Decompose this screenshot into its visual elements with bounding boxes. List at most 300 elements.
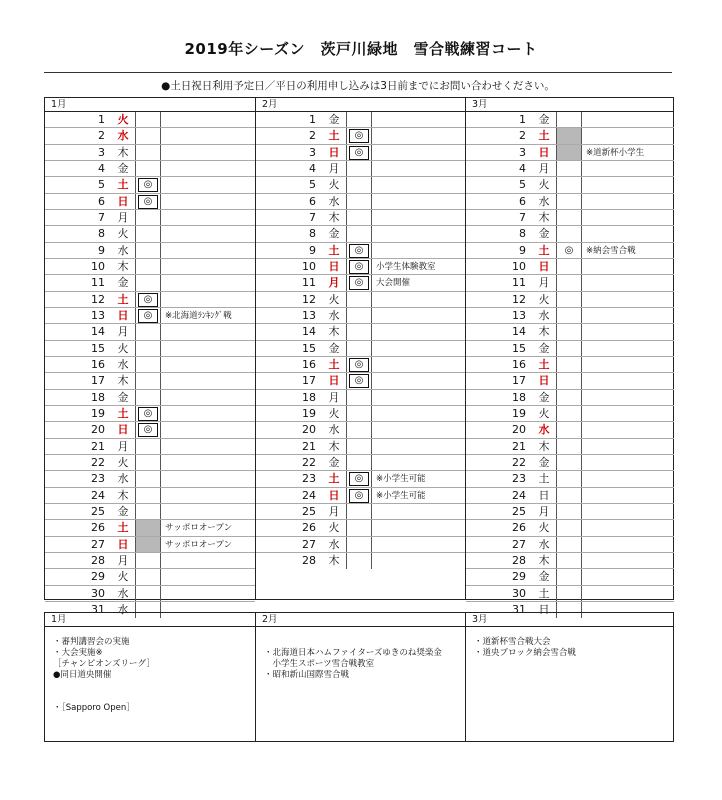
reservation-cell	[135, 455, 161, 470]
reservation-mark: ◎	[138, 178, 158, 192]
event-item: 小学生スポーツ雪合戦教室	[264, 659, 375, 669]
calendar-day-row	[466, 226, 674, 242]
day-number: 6	[309, 194, 316, 208]
calendar-day-row	[256, 422, 466, 438]
weekday-label: 金	[538, 113, 550, 126]
event-item	[53, 681, 255, 692]
weekday-label: 金	[538, 570, 550, 584]
day-number: 28	[512, 553, 526, 567]
weekday-label: 水	[117, 129, 129, 143]
month-header: 2月	[256, 98, 466, 112]
event-item: ・道央ブロック納会雪合戦	[474, 648, 576, 658]
calendar-day-row	[45, 537, 255, 553]
reservation-cell	[556, 194, 582, 209]
day-number: 19	[512, 406, 526, 420]
weekday-label: 日	[538, 488, 550, 502]
reservation-mark: ◎	[138, 309, 158, 323]
events-list	[256, 627, 466, 681]
weekday-label: 土	[328, 357, 340, 371]
day-number: 25	[302, 504, 316, 518]
day-number: 5	[519, 178, 526, 192]
calendar-day-row	[45, 373, 255, 389]
reservation-cell	[135, 243, 161, 258]
reservation-cell	[346, 471, 372, 486]
weekday-label: 月	[328, 276, 340, 290]
calendar-day-row	[466, 177, 674, 193]
weekday-label: 木	[328, 553, 340, 567]
calendar-day-row	[466, 161, 674, 177]
day-number: 4	[98, 161, 105, 175]
reservation-cell	[135, 341, 161, 356]
reservation-cell	[346, 406, 372, 421]
reservation-cell	[346, 243, 372, 258]
calendar-day-row	[256, 406, 466, 422]
reservation-cell	[556, 324, 582, 339]
reservation-cell	[135, 520, 161, 535]
weekday-label: 月	[117, 325, 129, 339]
day-number: 25	[512, 504, 526, 518]
month-column-mar	[465, 98, 674, 616]
weekday-label: 土	[538, 357, 550, 371]
reservation-cell	[556, 553, 582, 568]
weekday-label: 月	[328, 504, 340, 518]
day-number: 13	[302, 308, 316, 322]
reservation-cell	[346, 341, 372, 356]
reservation-cell	[556, 520, 582, 535]
day-number: 8	[309, 227, 316, 241]
reservation-cell	[556, 275, 582, 290]
day-number: 5	[309, 178, 316, 192]
calendar-day-row	[256, 520, 466, 536]
weekday-label: 木	[538, 210, 550, 224]
event-item: ［チャンピオンズリーグ］	[53, 659, 155, 669]
weekday-label: 月	[538, 504, 550, 518]
day-number: 18	[302, 390, 316, 404]
weekday-label: 水	[538, 423, 550, 437]
reservation-cell	[135, 275, 161, 290]
reservation-cell	[135, 324, 161, 339]
weekday-label: 土	[328, 243, 340, 257]
weekday-label: 土	[538, 129, 550, 143]
weekday-label: 日	[117, 308, 129, 322]
events-column-mar	[465, 613, 674, 741]
weekday-label: 日	[328, 488, 340, 502]
reservation-cell	[135, 161, 161, 176]
reservation-cell	[556, 537, 582, 552]
reservation-cell	[135, 553, 161, 568]
reservation-cell	[346, 194, 372, 209]
day-number: 24	[512, 488, 526, 502]
events-list	[45, 627, 255, 714]
day-number: 21	[302, 439, 316, 453]
reservation-mark: ◎	[349, 260, 369, 274]
day-number: 19	[302, 406, 316, 420]
reservation-cell	[346, 537, 372, 552]
weekday-label: 水	[117, 472, 129, 486]
reservation-mark: ◎	[349, 489, 369, 503]
reservation-cell	[556, 390, 582, 405]
event-item: ・［Sapporo Open］	[53, 703, 135, 713]
calendar-day-row	[45, 145, 255, 161]
weekday-label: 日	[117, 194, 129, 208]
day-number: 26	[91, 521, 105, 535]
calendar-day-row	[466, 373, 674, 389]
day-number: 7	[519, 210, 526, 224]
weekday-label: 月	[117, 439, 129, 453]
reservation-cell	[346, 390, 372, 405]
reservation-cell	[346, 112, 372, 127]
day-number: 31	[91, 602, 105, 616]
reservation-cell	[556, 177, 582, 192]
reservation-cell	[556, 488, 582, 503]
day-number: 11	[512, 276, 526, 290]
weekday-label: 日	[538, 259, 550, 273]
day-number: 7	[98, 210, 105, 224]
weekday-label: 金	[117, 504, 129, 518]
calendar-day-row	[45, 292, 255, 308]
weekday-label: 日	[328, 259, 340, 273]
weekday-label: 月	[117, 553, 129, 567]
day-number: 17	[512, 374, 526, 388]
day-number: 16	[302, 357, 316, 371]
weekday-label: 火	[117, 113, 129, 126]
calendar-day-row	[466, 390, 674, 406]
calendar-day-row	[256, 504, 466, 520]
calendar-day-row	[256, 259, 466, 275]
weekday-label: 木	[538, 325, 550, 339]
calendar-day-row	[45, 390, 255, 406]
events-list	[466, 627, 674, 659]
day-number: 22	[302, 455, 316, 469]
calendar-day-row	[466, 341, 674, 357]
day-number: 6	[98, 194, 105, 208]
reservation-cell	[556, 373, 582, 388]
day-number: 18	[512, 390, 526, 404]
event-item: ・道新杯雪合戦大会	[474, 637, 551, 647]
day-number: 2	[309, 129, 316, 143]
weekday-label: 火	[538, 521, 550, 535]
reservation-cell	[135, 194, 161, 209]
day-number: 26	[302, 521, 316, 535]
weekday-label: 月	[538, 276, 550, 290]
reservation-cell	[346, 455, 372, 470]
reservation-cell	[135, 537, 161, 552]
calendar-day-row	[466, 292, 674, 308]
day-number: 2	[519, 129, 526, 143]
day-number: 8	[519, 227, 526, 241]
day-number: 17	[302, 374, 316, 388]
reservation-mark: ◎	[349, 374, 369, 388]
weekday-label: 金	[328, 227, 340, 241]
weekday-label: 水	[117, 243, 129, 257]
day-number: 23	[512, 472, 526, 486]
reservation-cell	[556, 422, 582, 437]
calendar-day-row	[466, 357, 674, 373]
day-number: 29	[91, 570, 105, 584]
reservation-cell	[346, 488, 372, 503]
weekday-label: 木	[328, 439, 340, 453]
calendar-day-row	[256, 194, 466, 210]
reservation-cell	[346, 259, 372, 274]
page-title: 2019年シーズン 茨戸川緑地 雪合戦練習コート	[184, 40, 538, 58]
weekday-label: 土	[117, 178, 129, 192]
reservation-cell	[556, 406, 582, 421]
weekday-label: 金	[328, 341, 340, 355]
reservation-cell	[135, 357, 161, 372]
reservation-cell	[346, 145, 372, 160]
calendar-day-row	[256, 553, 466, 569]
event-item: ・昭和新山国際雪合戦	[264, 670, 350, 680]
weekday-label: 水	[328, 423, 340, 437]
day-note: サッポロオープン	[165, 539, 233, 550]
calendar-day-row	[45, 341, 255, 357]
reservation-cell	[346, 357, 372, 372]
reservation-cell	[346, 275, 372, 290]
calendar-day-row	[256, 226, 466, 242]
event-item: ・北海道日本ハムファイターズゆきのね奨楽金	[264, 648, 442, 658]
day-number: 6	[519, 194, 526, 208]
weekday-label: 木	[328, 325, 340, 339]
weekday-label: 土	[538, 243, 550, 257]
usage-notice: ●土日祝日利用予定日／平日の利用申し込みは3日前までにお問い合わせください。	[161, 80, 555, 92]
calendar-day-row	[45, 504, 255, 520]
weekday-label: 金	[328, 455, 340, 469]
reservation-cell	[346, 161, 372, 176]
day-number: 20	[302, 423, 316, 437]
reservation-mark: ◎	[556, 243, 582, 258]
calendar-day-row	[256, 455, 466, 471]
day-number: 15	[512, 341, 526, 355]
reservation-cell	[556, 145, 582, 160]
reservation-cell	[346, 308, 372, 323]
day-number: 14	[512, 325, 526, 339]
calendar-day-row	[256, 537, 466, 553]
reservation-mark: ◎	[138, 423, 158, 437]
reservation-cell	[135, 177, 161, 192]
day-number: 21	[91, 439, 105, 453]
reservation-cell	[556, 259, 582, 274]
day-note: ※小学生可能	[376, 490, 426, 501]
calendar-day-row	[466, 406, 674, 422]
reservation-cell	[556, 226, 582, 241]
weekday-label: 土	[117, 406, 129, 420]
calendar-day-row	[466, 243, 674, 259]
calendar-day-row	[466, 488, 674, 504]
reservation-mark: ◎	[138, 407, 158, 421]
calendar-day-row	[45, 569, 255, 585]
day-number: 23	[91, 472, 105, 486]
weekday-label: 金	[117, 161, 129, 175]
reservation-cell	[135, 504, 161, 519]
day-number: 22	[512, 455, 526, 469]
day-number: 30	[91, 586, 105, 600]
weekday-label: 金	[117, 276, 129, 290]
calendar-day-row	[256, 210, 466, 226]
reservation-cell	[556, 504, 582, 519]
day-note: ※納会雪合戦	[586, 245, 636, 256]
reservation-mark: ◎	[138, 195, 158, 209]
day-number: 11	[302, 276, 316, 290]
reservation-mark: ◎	[349, 358, 369, 372]
weekday-label: 火	[117, 455, 129, 469]
calendar-day-row	[45, 259, 255, 275]
weekday-label: 金	[538, 341, 550, 355]
calendar-day-row	[466, 520, 674, 536]
calendar-day-row	[45, 161, 255, 177]
day-number: 13	[512, 308, 526, 322]
calendar-day-row	[45, 357, 255, 373]
reservation-cell	[346, 292, 372, 307]
weekday-label: 水	[538, 537, 550, 551]
day-number: 3	[309, 145, 316, 159]
day-number: 5	[98, 178, 105, 192]
day-note: ※小学生可能	[376, 474, 426, 485]
day-note: 小学生体験教室	[376, 261, 436, 272]
reservation-cell	[556, 308, 582, 323]
calendar-day-row	[45, 194, 255, 210]
events-column-feb	[255, 613, 466, 741]
calendar-day-row	[45, 112, 255, 128]
weekday-label: 月	[328, 161, 340, 175]
weekday-label: 水	[117, 357, 129, 371]
reservation-cell	[556, 341, 582, 356]
reservation-cell	[135, 259, 161, 274]
calendar-day-row	[466, 194, 674, 210]
weekday-label: 水	[328, 537, 340, 551]
calendar-day-row	[466, 471, 674, 487]
weekday-label: 日	[328, 145, 340, 159]
calendar-grid	[44, 97, 674, 616]
day-number: 4	[519, 161, 526, 175]
month-column-feb	[255, 98, 466, 599]
calendar-day-row	[45, 226, 255, 242]
weekday-label: 日	[538, 374, 550, 388]
weekday-label: 火	[117, 570, 129, 584]
day-number: 14	[91, 325, 105, 339]
weekday-label: 日	[538, 145, 550, 159]
weekday-label: 木	[117, 374, 129, 388]
calendar-day-row	[466, 275, 674, 291]
weekday-label: 日	[117, 423, 129, 437]
calendar-day-row	[256, 177, 466, 193]
day-number: 21	[512, 439, 526, 453]
month-header: 3月	[466, 98, 674, 112]
reservation-cell	[135, 226, 161, 241]
calendar-day-row	[466, 553, 674, 569]
calendar-day-row	[45, 586, 255, 602]
weekday-label: 水	[117, 602, 129, 616]
calendar-day-row	[256, 308, 466, 324]
day-number: 15	[302, 341, 316, 355]
weekday-label: 火	[117, 227, 129, 241]
weekday-label: 木	[117, 488, 129, 502]
day-number: 25	[91, 504, 105, 518]
day-number: 27	[512, 537, 526, 551]
calendar-day-row	[466, 569, 674, 585]
calendar-day-row	[256, 373, 466, 389]
calendar-day-row	[45, 471, 255, 487]
calendar-day-row	[466, 439, 674, 455]
calendar-day-row	[45, 177, 255, 193]
reservation-mark: ◎	[349, 129, 369, 143]
reservation-cell	[556, 292, 582, 307]
weekday-label: 日	[328, 374, 340, 388]
calendar-day-row	[256, 292, 466, 308]
day-number: 1	[309, 113, 316, 126]
day-note: ※北海道ﾗﾝｷﾝｸﾞ戦	[165, 310, 232, 321]
day-number: 20	[512, 423, 526, 437]
weekday-label: 土	[538, 472, 550, 486]
reservation-cell	[135, 292, 161, 307]
calendar-day-row	[466, 504, 674, 520]
weekday-label: 木	[117, 259, 129, 273]
day-number: 18	[91, 390, 105, 404]
reservation-cell	[556, 357, 582, 372]
calendar-day-row	[466, 145, 674, 161]
day-number: 9	[309, 243, 316, 257]
events-table	[44, 612, 674, 742]
calendar-day-row	[45, 324, 255, 340]
weekday-label: 金	[538, 390, 550, 404]
weekday-label: 日	[117, 537, 129, 551]
weekday-label: 月	[117, 210, 129, 224]
calendar-day-row	[466, 586, 674, 602]
reservation-cell	[135, 569, 161, 584]
calendar-day-row	[256, 488, 466, 504]
calendar-day-row	[45, 243, 255, 259]
calendar-day-row	[256, 161, 466, 177]
weekday-label: 木	[538, 439, 550, 453]
calendar-day-row	[466, 324, 674, 340]
month-header: 1月	[45, 98, 255, 112]
weekday-label: 火	[117, 341, 129, 355]
calendar-day-row	[45, 406, 255, 422]
calendar-day-row	[466, 308, 674, 324]
weekday-label: 木	[117, 145, 129, 159]
reservation-cell	[556, 210, 582, 225]
day-number: 13	[91, 308, 105, 322]
reservation-mark: ◎	[349, 276, 369, 290]
calendar-day-row	[45, 128, 255, 144]
reservation-cell	[135, 390, 161, 405]
weekday-label: 水	[538, 194, 550, 208]
day-number: 30	[512, 586, 526, 600]
day-number: 24	[302, 488, 316, 502]
calendar-day-row	[45, 210, 255, 226]
calendar-day-row	[466, 422, 674, 438]
weekday-label: 月	[538, 161, 550, 175]
reservation-cell	[135, 308, 161, 323]
day-note: サッポロオープン	[165, 523, 233, 534]
day-number: 14	[302, 325, 316, 339]
weekday-label: 火	[328, 521, 340, 535]
weekday-label: 金	[117, 390, 129, 404]
day-note: ※道新杯小学生	[586, 147, 645, 158]
calendar-day-row	[45, 422, 255, 438]
day-number: 12	[91, 292, 105, 306]
weekday-label: 金	[328, 113, 340, 126]
calendar-day-row	[45, 308, 255, 324]
reservation-cell	[135, 439, 161, 454]
weekday-label: 木	[328, 210, 340, 224]
day-number: 12	[302, 292, 316, 306]
day-number: 28	[302, 553, 316, 567]
day-number: 11	[91, 276, 105, 290]
events-month-header: 1月	[45, 613, 255, 627]
calendar-day-row	[45, 488, 255, 504]
reservation-cell	[135, 112, 161, 127]
day-number: 27	[91, 537, 105, 551]
